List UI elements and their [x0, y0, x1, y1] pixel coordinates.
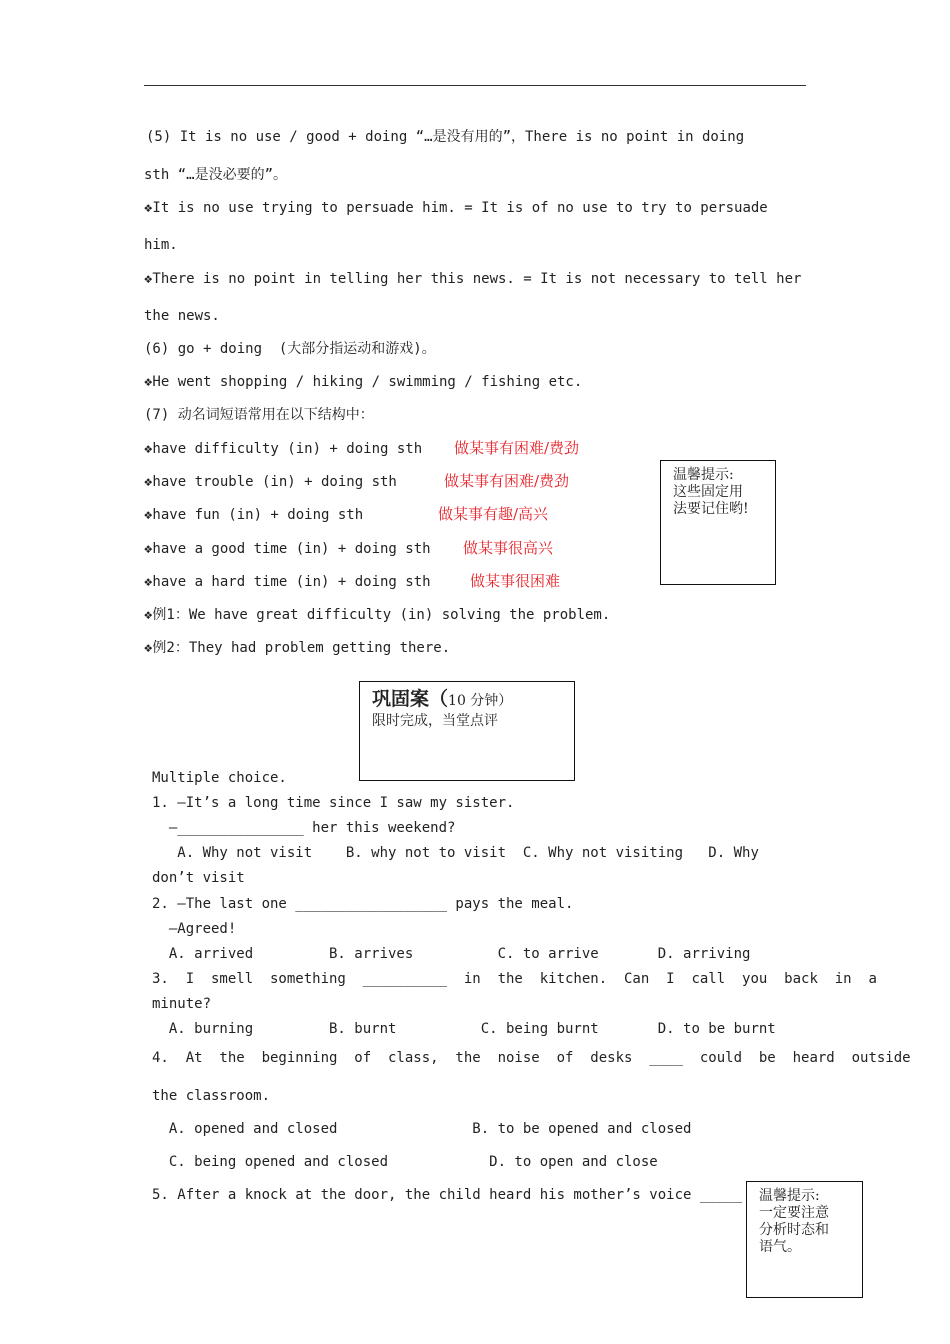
- question-4-options-ab: A. opened and closed B. to be opened and closed: [152, 1121, 692, 1137]
- example-persuade-line2: him.: [144, 237, 178, 253]
- phrase-en: ❖have a good time (in) + doing sth: [144, 541, 431, 557]
- question-4: 4. At the beginning of class, the noise of desks ____ could be heard outside: [152, 1050, 911, 1066]
- question-2: 2. —The last one __________________ pays the meal.: [152, 896, 574, 912]
- consolidation-minutes: 10 分钟）: [448, 693, 513, 709]
- consolidation-subtitle: 限时完成，当堂点评: [372, 713, 498, 729]
- question-1-options: A. Why not visit B. why not to visit C. Why not visiting D. Why: [152, 845, 759, 861]
- phrase-en: ❖have fun (in) + doing sth: [144, 507, 364, 523]
- question-3-cont: minute?: [152, 996, 212, 1012]
- consolidation-box: [359, 681, 575, 781]
- question-2-options: A. arrived B. arrives C. to arrive D. arriving: [152, 946, 751, 962]
- note-7: (7) 动名词短语常用在以下结构中：: [144, 407, 374, 423]
- question-3: 3. I smell something __________ in the kitchen. Can I call you back in a: [152, 971, 877, 987]
- note-5-line1: (5) It is no use / good + doing “…是没有用的”，There is no point in doing: [146, 129, 745, 145]
- phrase-zh: 做某事有困难/费劲: [454, 439, 580, 457]
- example-2: ❖例2：They had problem getting there.: [144, 640, 451, 656]
- exercise-heading: Multiple choice.: [152, 770, 287, 786]
- example-go-doing: ❖He went shopping / hiking / swimming / fishing etc.: [144, 374, 583, 390]
- question-5: 5. After a knock at the door, the child heard his mother’s voice _____: [152, 1187, 743, 1203]
- consolidation-title: 巩固案: [372, 688, 430, 710]
- question-2-reply: —Agreed!: [152, 921, 237, 937]
- example-news-line2: the news.: [144, 308, 220, 324]
- question-4-cont: the classroom.: [152, 1088, 271, 1104]
- phrase-zh: 做某事很困难: [470, 572, 561, 590]
- example-1: ❖例1：We have great difficulty (in) solving the problem.: [144, 607, 611, 623]
- question-1: 1. —It’s a long time since I saw my sister.: [152, 795, 515, 811]
- question-4-options-cd: C. being opened and closed D. to open and close: [152, 1154, 658, 1170]
- question-1-reply: —_______________ her this weekend?: [152, 820, 456, 836]
- example-news-line1: ❖There is no point in telling her this news. = It is not necessary to tell her: [144, 271, 802, 287]
- tip-box-tense-voice: 温馨提示: 一定要注意 分析时态和 语气。: [746, 1181, 863, 1298]
- question-1-options-cont: don’t visit: [152, 870, 245, 886]
- phrase-en: ❖have difficulty (in) + doing sth: [144, 441, 423, 457]
- note-6: (6) go + doing (大部分指运动和游戏)。: [144, 341, 436, 357]
- example-persuade-line1: ❖It is no use trying to persuade him. = It is of no use to try to persuade: [144, 200, 768, 216]
- header-rule: [144, 85, 806, 86]
- phrase-zh: 做某事有困难/费劲: [444, 472, 570, 490]
- phrase-zh: 做某事很高兴: [463, 539, 554, 557]
- consolidation-paren: （: [429, 688, 449, 710]
- phrase-zh: 做某事有趣/高兴: [438, 505, 549, 523]
- phrase-en: ❖have trouble (in) + doing sth: [144, 474, 397, 490]
- tip-box-fixed-usage: 温馨提示: 这些固定用 法要记住哟!: [660, 460, 776, 585]
- question-3-options: A. burning B. burnt C. being burnt D. to be burnt: [152, 1021, 776, 1037]
- phrase-en: ❖have a hard time (in) + doing sth: [144, 574, 431, 590]
- note-5-line2: sth “…是没必要的”。: [144, 167, 288, 183]
